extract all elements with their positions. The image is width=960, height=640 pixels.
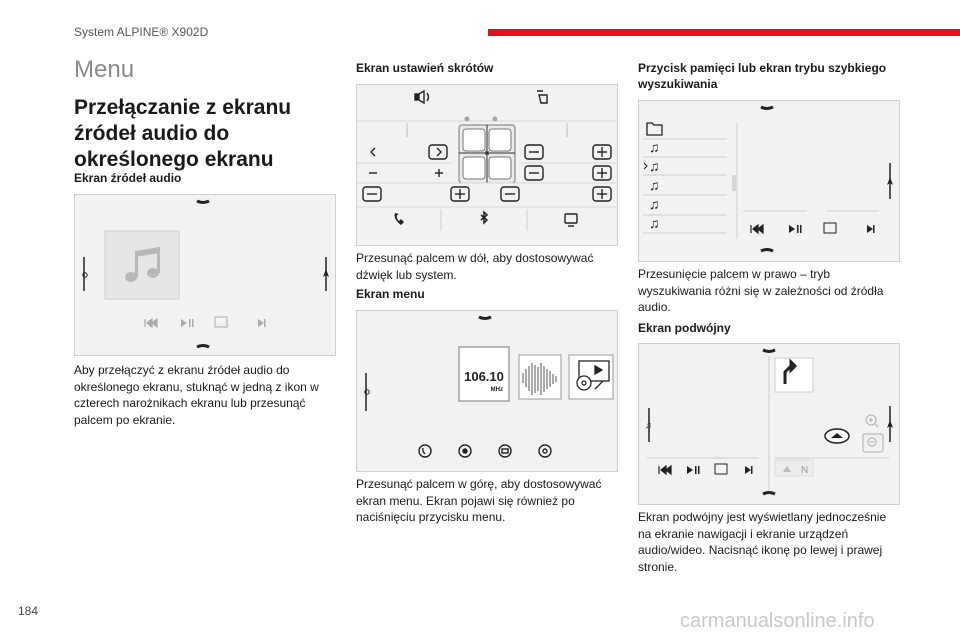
- audio-source-screen: [74, 194, 336, 356]
- radio-unit: MHz: [490, 387, 503, 393]
- menu-screen-text: Przesunąć palcem w górę, aby dostosowywać ekran menu. Ekran pojawi się również po naciśnięciu przycisku menu.: [356, 477, 602, 524]
- shortcut-settings-title: Ekran ustawień skrótów: [356, 61, 494, 75]
- swipe-up-handle-icon: [763, 493, 775, 495]
- svg-text:♫: ♫: [649, 177, 660, 193]
- folder-icon: [647, 123, 662, 135]
- swipe-down-handle-icon: [479, 317, 491, 319]
- car-icon: [499, 445, 511, 457]
- phone-icon: [419, 445, 431, 457]
- memory-screen-text: Przesunięcie palcem w prawo – tryb wyszukiwania różni się w zależności od źródła audio.: [638, 267, 884, 314]
- navigation-corner-icon: [323, 257, 329, 291]
- screen-icon: [565, 214, 577, 226]
- swipe-up-handle-icon: [197, 346, 209, 348]
- zoom-out-icon: [863, 434, 883, 452]
- album-art-placeholder: [105, 231, 179, 299]
- header-accent-bar: [488, 29, 960, 36]
- radio-frequency: 106.10: [464, 369, 504, 384]
- page-number: 184: [18, 604, 39, 618]
- dual-screen-title: Ekran podwójny: [638, 321, 731, 335]
- equalizer-tile: [519, 355, 561, 399]
- dual-screen-text: Ekran podwójny jest wyświetlany jednocześnie na ekranie nawigacji i ekranie urządzeń audio/wideo. Nacisnąć ikonę po lewej i prawej stronie.: [638, 510, 887, 574]
- svg-text:♫: ♫: [649, 139, 660, 155]
- bluetooth-icon: [481, 212, 487, 223]
- section-title: Menu: [74, 56, 135, 83]
- music-corner-icon: [645, 408, 652, 442]
- system-settings-icon: [537, 91, 547, 103]
- menu-screen: [356, 310, 618, 472]
- memory-screen: [638, 100, 900, 262]
- swipe-up-handle-icon: [761, 250, 773, 252]
- header-title: System ALPINE® X902D: [74, 25, 209, 39]
- svg-text:♫: ♫: [649, 196, 660, 212]
- playback-controls: [751, 223, 875, 233]
- main-heading: Przełączanie z ekranu źródeł audio do określonego ekranu: [74, 96, 292, 171]
- watermark: carmanualsonline.info: [680, 610, 875, 632]
- zoom-in-icon: [866, 415, 878, 427]
- swipe-down-handle-icon: [197, 201, 209, 203]
- playback-controls: [659, 464, 753, 474]
- settings-icon: [539, 445, 551, 457]
- shortcut-settings-text: Przesunąć palcem w dół, aby dostosowywać dźwięk lub system.: [356, 251, 594, 282]
- nav-icon: [459, 445, 471, 457]
- playback-controls: [145, 317, 266, 327]
- svg-text:♫: ♫: [649, 215, 660, 231]
- svg-text:♫: ♫: [649, 158, 660, 174]
- balance-fader-diagram: [459, 125, 515, 183]
- track-note-icons: [649, 139, 660, 231]
- memory-screen-title: Przycisk pamięci lub ekran trybu szybkiego wyszukiwania: [638, 61, 887, 91]
- navigation-corner-icon: [887, 163, 893, 199]
- search-corner-icon: [83, 257, 87, 291]
- compass-label: N: [801, 465, 809, 476]
- menu-screen-title: Ekran menu: [356, 287, 425, 301]
- swipe-down-handle-icon: [763, 350, 775, 352]
- shortcut-settings-screen: [356, 84, 618, 246]
- phone-icon: [395, 213, 404, 225]
- audio-source-text: Aby przełączyć z ekranu źródeł audio do określonego ekranu, stuknąć w jedną z ikon w czterech narożnikach ekranu lub przesunąć palcem po ekranie.: [74, 363, 319, 427]
- svg-text:♫: ♫: [645, 420, 652, 430]
- search-corner-icon: [365, 373, 369, 411]
- swipe-down-handle-icon: [761, 107, 773, 109]
- navigation-corner-icon: [887, 406, 893, 442]
- dual-screen: [638, 343, 900, 505]
- audio-source-title: Ekran źródeł audio: [74, 171, 182, 185]
- sound-settings-icon: [415, 91, 429, 103]
